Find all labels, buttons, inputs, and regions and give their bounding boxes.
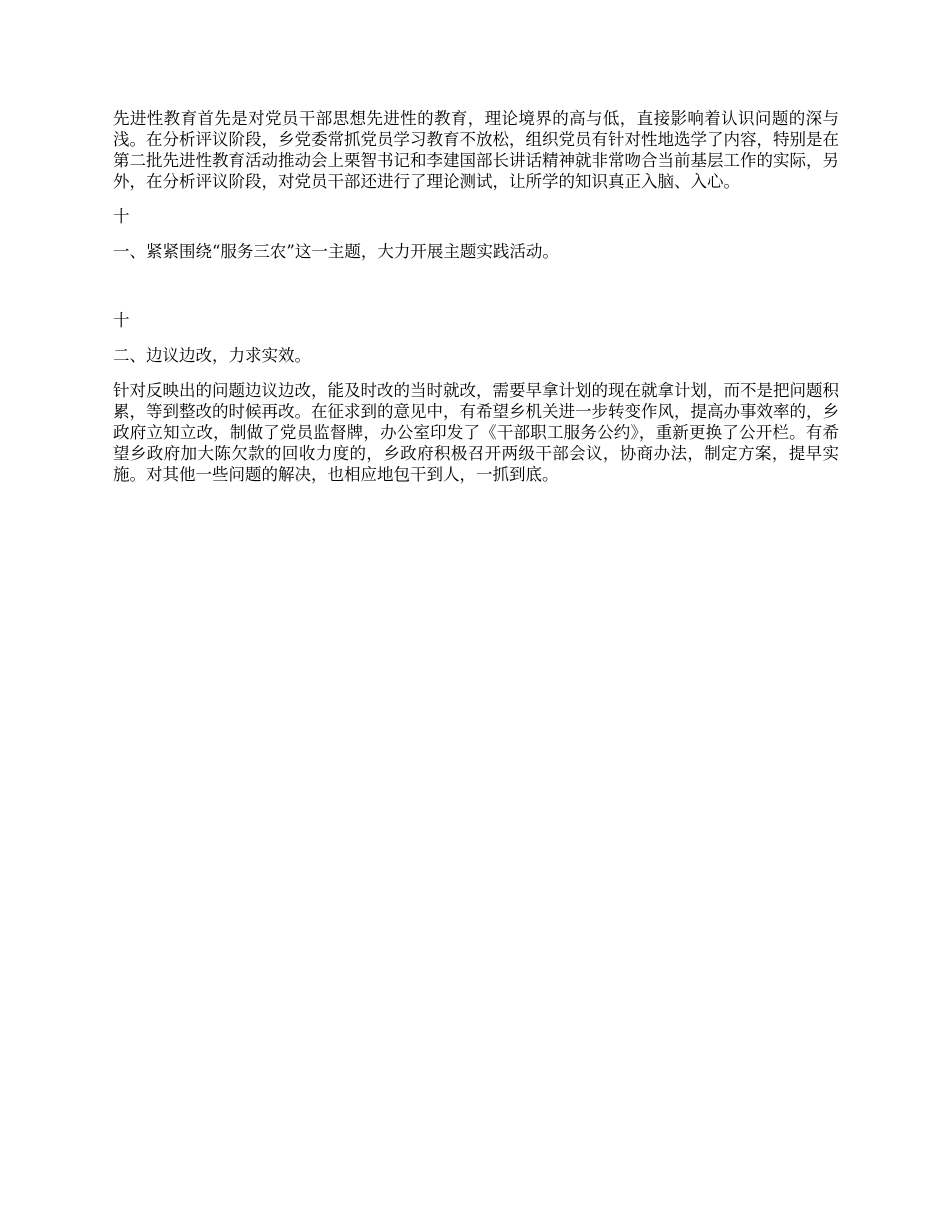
paragraph-education: 先进性教育首先是对党员干部思想先进性的教育，理论境界的高与低，直接影响着认识问题的深与浅。在分析评议阶段，乡党委常抓党员学习教育不放松，组织党员有针对性地选学了内容，特别是在第二批先进性教育活动推动会上栗智书记和李建国部长讲话精神就非常吻合当前基层工作的实际，另外，在分析评议阶段，对党员干部还进行了理论测试，让所学的知识真正入脑、入心。 [113,109,839,191]
section-marker: 十 [113,207,130,226]
heading-two: 二、边议边改，力求实效。 [113,346,311,365]
spacer [113,276,839,310]
section-marker: 十 [113,311,130,330]
paragraph-rectification: 针对反映出的问题边议边改，能及时改的当时就改，需要早拿计划的现在就拿计划，而不是把问题积累，等到整改的时候再改。在征求到的意见中，有希望乡机关进一步转变作风，提高办事效率的，乡政府立知立改，制做了党员监督牌，办公室印发了《干部职工服务公约》，重新更换了公开栏。有希望乡政府加大陈欠款的回收力度的，乡政府积极召开两级干部会议，协商办法，制定方案，提早实施。对其他一些问题的解决，也相应地包干到人，一抓到底。 [113,381,839,484]
document-page [113,108,839,499]
heading-one: 一、紧紧围绕“服务三农”这一主题，大力开展主题实践活动。 [113,242,559,261]
